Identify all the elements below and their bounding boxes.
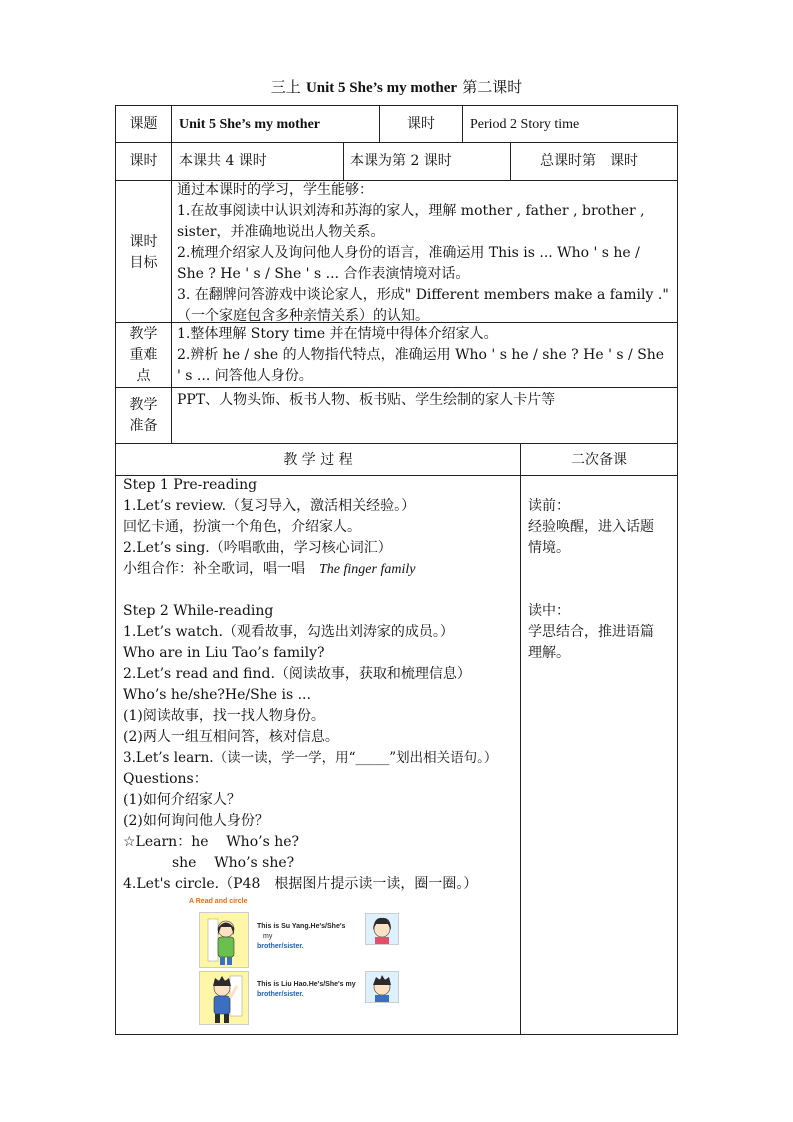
vline (462, 105, 463, 142)
label-line: 教学 (129, 326, 158, 342)
text-line: 通过本课时的学习，学生能够： (177, 182, 373, 198)
text-line: 1.整体理解 Story time 并在情境中得体介绍家人。 (177, 326, 498, 342)
process-line (123, 559, 518, 580)
vline (510, 142, 511, 180)
text-line: 3. 在翻牌问答游戏中谈论家人，形成" Different members make a family ." (177, 287, 669, 303)
note-line: 理解。 (528, 645, 570, 661)
process-line: Who’s he/she?He/She is ... (123, 687, 311, 703)
label-topic: 课题 (129, 116, 158, 132)
girl-face-icon (366, 914, 398, 944)
boy-face-icon (366, 972, 398, 1002)
text-line: （一个家庭包含多种亲情关系）的认知。 (177, 308, 429, 324)
girl-figure-icon (200, 913, 248, 967)
process-line: Step 1 Pre-reading (123, 477, 258, 493)
label-line: 课时 (129, 234, 158, 250)
label-line: 准备 (129, 418, 158, 434)
exercise-heading: A Read and circle (189, 898, 248, 905)
song-title: The finger family (319, 562, 416, 577)
vline (520, 443, 521, 1034)
current-hour: 本课为第 2 课时 (350, 153, 452, 169)
overall-hour: 总课时第 课时 (540, 153, 638, 169)
liu-tao-thumbnail (365, 971, 399, 1003)
label-prep (116, 395, 171, 437)
boy-figure-icon (200, 972, 248, 1024)
process-line: Questions： (123, 771, 208, 787)
title-cn-suffix: 第二课时 (462, 78, 523, 96)
title-cn-prefix: 三上 (270, 78, 301, 96)
process-line: 2.Let’s read and find.（阅读故事，获取和梳理信息） (123, 666, 471, 682)
process-line: (1)如何介绍家人？ (123, 792, 241, 808)
text-line: sister，并准确地说出人物关系。 (177, 224, 385, 240)
process-line: 2.Let’s sing.（吟唱歌曲，学习核心词汇） (123, 540, 392, 556)
su-yang-picture (199, 912, 249, 968)
caption-choice: brother/sister. (257, 991, 304, 998)
hline (115, 142, 678, 143)
label-hours: 课时 (129, 153, 158, 169)
period-value: Period 2 Story time (470, 117, 580, 132)
title-en: Unit 5 She’s my mother (305, 80, 458, 96)
page-title (0, 76, 793, 97)
exercise-caption-2 (257, 980, 367, 1000)
note-line: 读中： (528, 603, 570, 619)
label-line: 目标 (129, 255, 158, 271)
caption-choice: brother/sister. (257, 943, 304, 950)
process-line: ☆Learn：he Who’s he? (123, 834, 300, 850)
exercise-caption-1 (257, 922, 362, 952)
label-line: 教学 (129, 397, 158, 413)
text-line: 1.在故事阅读中认识刘涛和苏海的家人，理解 mother , father , brother , (177, 203, 645, 219)
process-header: 教 学 过 程 (283, 452, 353, 468)
caption-text: This is Su Yang.He's/She's (257, 923, 346, 930)
process-line: 3.Let’s learn.（读一读，学一学，用“_____”划出相关语句。） (123, 750, 498, 766)
text-line: 2.梳理介绍家人及询问他人身份的语言，准确运用 This is ... Who ' s he / (177, 245, 640, 261)
note-line: 情境。 (528, 540, 570, 556)
process-content (123, 475, 518, 895)
process-line-text: 小组合作：补全歌词，唱一唱 (123, 561, 305, 577)
text-line: ' s ... 问答他人身份。 (177, 368, 313, 384)
label-period: 课时 (407, 116, 435, 132)
hline (115, 105, 678, 106)
process-line: she Who’s she? (123, 855, 295, 871)
process-line: 4.Let's circle.（P48 根据图片提示读一读，圈一圈。） (123, 876, 478, 892)
process-line: Step 2 While-reading (123, 603, 274, 619)
label-objectives (116, 232, 171, 274)
note-line: 学思结合，推进语篇 (528, 624, 654, 640)
notes-header: 二次备课 (571, 452, 627, 468)
process-line: 回忆卡通，扮演一个角色，介绍家人。 (123, 519, 361, 535)
process-line: (2)两人一组互相问答，核对信息。 (123, 729, 339, 745)
note-line: 读前： (528, 498, 570, 514)
vline (171, 105, 172, 443)
label-keypoints (116, 324, 171, 387)
vline (677, 105, 678, 1035)
process-line: Who are in Liu Tao’s family? (123, 645, 325, 661)
note-line (528, 559, 676, 580)
label-line: 点 (136, 368, 151, 384)
vline (343, 142, 344, 180)
caption-my: my (263, 933, 273, 940)
process-line: (1)阅读故事，找一找人物身份。 (123, 708, 325, 724)
objectives-text (177, 180, 675, 327)
process-line: 1.Let’s review.（复习导入，激活相关经验。） (123, 498, 416, 514)
keypoints-text (177, 324, 675, 387)
topic-value: Unit 5 She’s my mother (179, 117, 321, 132)
liu-hao-picture (199, 971, 249, 1025)
prep-text: PPT、人物头饰、板书人物、板书贴、学生绘制的家人卡片等 (177, 392, 556, 408)
text-line: She ? He ' s / She ' s ... 合作表演情境对话。 (177, 266, 470, 282)
process-line: (2)如何询问他人身份？ (123, 813, 269, 829)
hline (115, 443, 678, 444)
notes-content (528, 496, 676, 664)
text-line: 2.辨析 he / she 的人物指代特点，准确运用 Who ' s he / she ? He ' s / She (177, 347, 665, 363)
process-line: 1.Let’s watch.（观看故事，勾选出刘涛家的成员。） (123, 624, 454, 640)
label-line: 重难 (129, 347, 158, 363)
note-line: 经验唤醒，进入话题 (528, 519, 654, 535)
su-hai-thumbnail (365, 913, 399, 945)
hline (115, 1034, 678, 1035)
caption-text: This is Liu Hao.He's/She's my (257, 981, 356, 988)
total-hours: 本课共 4 课时 (179, 153, 267, 169)
hline (115, 387, 678, 388)
process-line (123, 580, 518, 601)
